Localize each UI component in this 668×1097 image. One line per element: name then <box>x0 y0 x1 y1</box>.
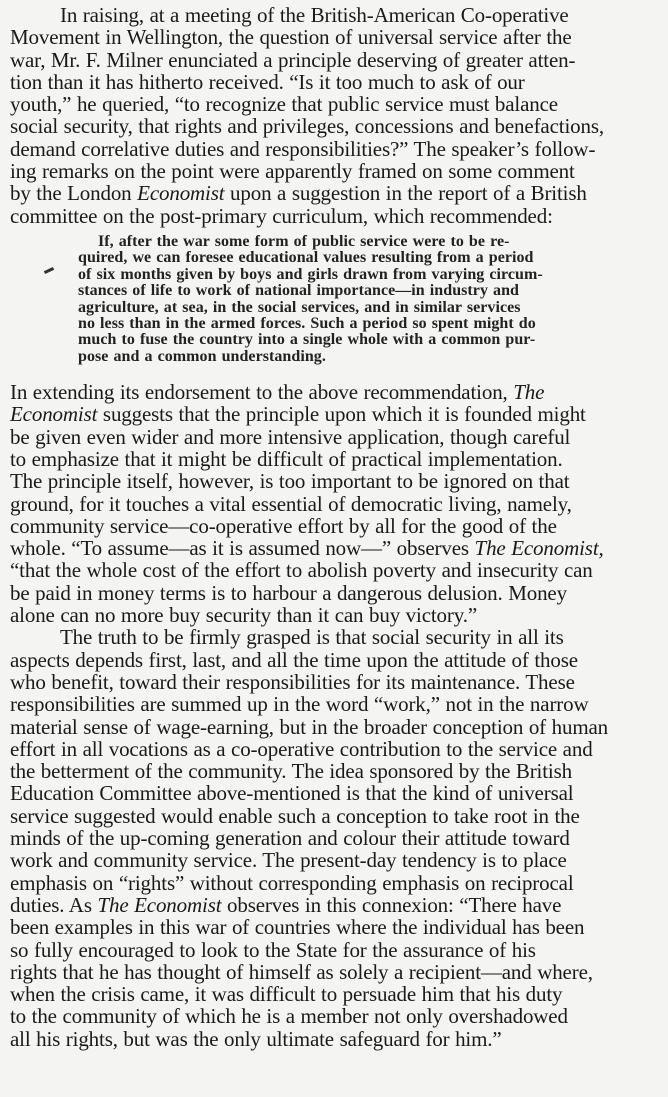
text-line: be paid in money terms is to harbour a dangerous delusion. Money <box>10 580 567 605</box>
text-line: the betterment of the community. The idea sponsored by the British <box>10 759 572 784</box>
text-segment: whole. “To assume—as it is assumed now—” observes <box>10 536 469 561</box>
quote-line: pose and a common understanding. <box>78 347 326 365</box>
text-line: community service—co-operative effort by all for the good of the <box>10 513 557 538</box>
text-segment: In extending its endorsement to the above recommendation, <box>10 380 508 405</box>
paragraph-2 <box>10 381 668 626</box>
quote-line: stances of life to work of national importance—in industry and <box>78 282 519 300</box>
paragraph-3 <box>10 626 668 1050</box>
publication-title: Economist <box>10 402 98 427</box>
text-line: tion than it has hitherto received. “Is it too much to ask of our <box>10 69 525 94</box>
block-quotation <box>10 234 668 365</box>
text-line: all his rights, but was the only ultimate safeguard for him.” <box>10 1026 502 1051</box>
text-segment: observes in this connexion: “There have <box>227 892 562 917</box>
text-line: when the crisis came, it was difficult to persuade him that his duty <box>10 982 563 1007</box>
text-line <box>10 182 668 204</box>
text-line: Movement in Wellington, the question of universal service after the <box>10 25 572 50</box>
text-line: ing remarks on the point were apparently framed on some comment <box>10 159 575 184</box>
text-line: to the community of which he is a member not only overshadowed <box>10 1004 568 1029</box>
text-line: “that the whole cost of the effort to abolish poverty and insecurity can <box>10 558 593 583</box>
text-line: been examples in this war of countries where the individual has been <box>10 915 585 940</box>
quote-line: much to fuse the country into a single whole with a common pur- <box>78 331 536 349</box>
text-line <box>10 894 668 916</box>
text-line: responsibilities are summed up in the word “work,” not in the narrow <box>10 692 589 717</box>
text-segment: duties. As <box>10 892 92 917</box>
text-line: demand correlative duties and responsibilities?” The speaker’s follow- <box>10 136 596 161</box>
text-line: alone can no more buy security than it can buy victory.” <box>10 603 477 628</box>
publication-title: Economist <box>137 181 225 206</box>
text-line: aspects depends first, last, and all the time upon the attitude of those <box>10 647 578 672</box>
text-line: so fully encouraged to look to the State for the assurance of his <box>10 937 536 962</box>
text-line: who benefit, toward their responsibilities for its maintenance. These <box>10 669 575 694</box>
publication-title: The <box>513 380 545 405</box>
text-line: service suggested would enable such a conception to take root in the <box>10 803 580 828</box>
quote-line: quired, we can foresee educational values resulting from a period <box>78 249 534 267</box>
publication-title: The Economist <box>97 892 222 917</box>
text-segment: suggests that the principle upon which it is founded might <box>102 402 586 427</box>
text-line: ground, for it touches a vital essential of democratic living, namely, <box>10 491 572 516</box>
text-line: social security, that rights and privileges, concessions and benefactions, <box>10 114 604 139</box>
print-mark <box>44 267 54 274</box>
text-line: emphasis on “rights” without corresponding emphasis on reciprocal <box>10 870 574 895</box>
quote-line: no less than in the armed forces. Such a period so spent might do <box>78 314 536 332</box>
text-line: material sense of wage-earning, but in the broader conception of human <box>10 714 609 739</box>
text-line: youth,” he queried, “to recognize that public service must balance <box>10 92 558 117</box>
text-line <box>10 537 668 559</box>
text-line: effort in all vocations as a co-operative contribution to the service and <box>10 736 593 761</box>
text-line: to emphasize that it might be difficult of practical implementation. <box>10 446 563 471</box>
text-line: The principle itself, however, is too important to be ignored on that <box>10 469 570 494</box>
text-line: committee on the post-primary curriculum, which recommended: <box>10 203 553 228</box>
text-line: Education Committee above-mentioned is that the kind of universal <box>10 781 574 806</box>
text-segment: by the London <box>10 181 138 206</box>
document-page <box>10 4 668 1050</box>
text-line <box>10 381 668 403</box>
text-line: The truth to be firmly grasped is that social security in all its <box>60 625 564 650</box>
text-segment: upon a suggestion in the report of a British <box>224 181 587 206</box>
paragraph-1 <box>10 4 668 227</box>
text-line: minds of the up-coming generation and colour their attitude toward <box>10 826 570 851</box>
text-line: be given even wider and more intensive application, though careful <box>10 424 571 449</box>
publication-title: The Economist, <box>474 536 604 561</box>
text-line: war, Mr. F. Milner enunciated a principle deserving of greater atten- <box>10 47 576 72</box>
quote-line: agriculture, at sea, in the social services, and in similar services <box>78 298 521 316</box>
text-line: In raising, at a meeting of the British-American Co-operative <box>60 3 569 27</box>
quote-line: of six months given by boys and girls drawn from varying circum- <box>78 265 543 283</box>
quote-line: If, after the war some form of public service were to be re- <box>98 232 510 250</box>
text-line: rights that he has thought of himself as solely a recipient—and where, <box>10 959 593 984</box>
text-line <box>10 403 668 425</box>
text-line: work and community service. The present-day tendency is to place <box>10 848 567 873</box>
